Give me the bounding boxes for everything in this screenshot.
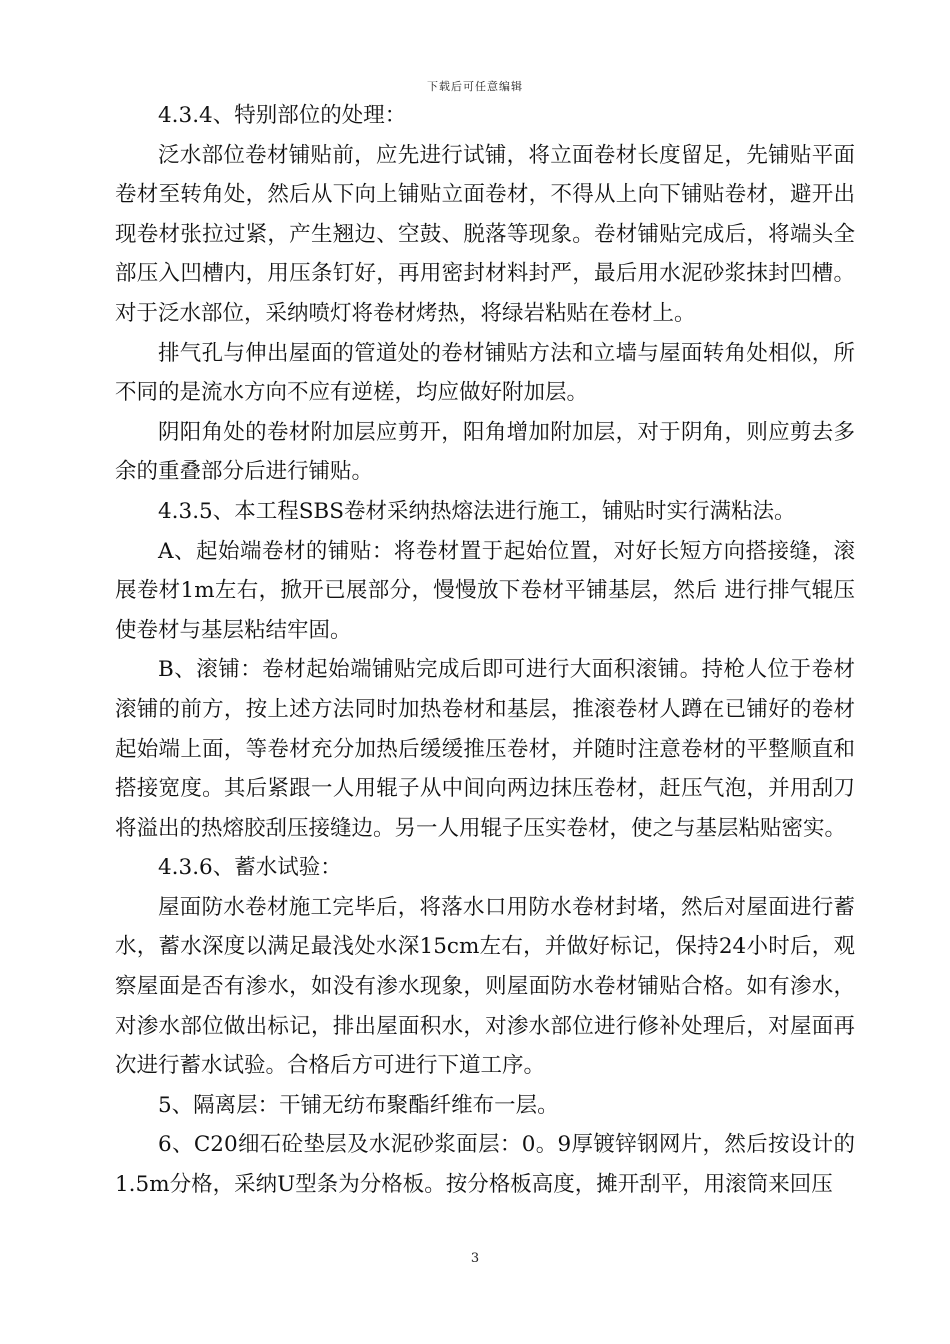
section-heading-4-3-4: 4.3.4、特别部位的处理： [158, 103, 407, 128]
document-body [115, 96, 855, 1205]
section-heading-4-3-5: 4.3.5、本工程SBS卷材采纳热熔法进行施工，铺贴时实行满粘法。 [158, 498, 796, 524]
section-heading-4-3-6: 4.3.6、蓄水试验： [158, 855, 342, 881]
paragraph-flashing: 泛水部位卷材铺贴前，应先进行试铺，将立面卷材长度留足，先铺贴平面卷材至转角处，然后从下向上铺贴立面卷材，不得从上向下铺贴卷材，避开出现卷材张拉过紧，产生翘边、空鼓、脱落等现象。卷材铺贴完成后，将端头全部压入凹槽内，用压条钉好，再用密封材料封严，最后用水泥砂浆抹封凹槽。对于泛水部位，采纳喷灯将卷材烤热，将绿岩粘贴在卷材上。 [115, 142, 855, 326]
section-heading-5: 5、隔离层：干铺无纺布聚酯纤维布一层。 [158, 1092, 559, 1118]
paragraph-corners: 阴阳角处的卷材附加层应剪开，阳角增加附加层，对于阴角，则应剪去多余的重叠部分后进行铺贴。 [115, 419, 855, 485]
page-number: 3 [470, 1251, 480, 1266]
paragraph-start-end: A、起始端卷材的铺贴：将卷材置于起始位置，对好长短方向搭接缝，滚展卷材1m左右，掀开已展部分，慢慢放下卷材平铺基层，然后 进行排气辊压使卷材与基层粘结牢固。 [115, 538, 855, 643]
paragraph-section-6: 6、C20细石砼垫层及水泥砂浆面层：0。9厚镀锌钢网片，然后按设计的1.5m分格，采纳U型条为分格板。按分格板高度，摊开刮平，用滚筒来回压 [115, 1132, 855, 1198]
page-header: 下载后可任意编辑 [427, 80, 523, 93]
paragraph-vent-pipes: 排气孔与伸出屋面的管道处的卷材铺贴方法和立墙与屋面转角处相似，所不同的是流水方向不应有逆槎，均应做好附加层。 [115, 340, 855, 406]
paragraph-rolling: B、滚铺：卷材起始端铺贴完成后即可进行大面积滚铺。持枪人位于卷材滚铺的前方，按上述方法同时加热卷材和基层，推滚卷材人蹲在已铺好的卷材起始端上面，等卷材充分加热后缓缓推压卷材，并随时注意卷材的平整顺直和搭接宽度。其后紧跟一人用辊子从中间向两边抹压卷材，赶压气泡，并用刮刀将溢出的热熔胶刮压接缝边。另一人用辊子压实卷材，使之与基层粘贴密实。 [115, 657, 855, 841]
paragraph-water-test: 屋面防水卷材施工完毕后，将落水口用防水卷材封堵，然后对屋面进行蓄水，蓄水深度以满足最浅处水深15cm左右，并做好标记，保持24小时后，观察屋面是否有渗水，如没有渗水现象，则屋面防水卷材铺贴合格。如有渗水，对渗水部位做出标记，排出屋面积水，对渗水部位进行修补处理后，对屋面再次进行蓄水试验。合格后方可进行下道工序。 [115, 894, 855, 1079]
